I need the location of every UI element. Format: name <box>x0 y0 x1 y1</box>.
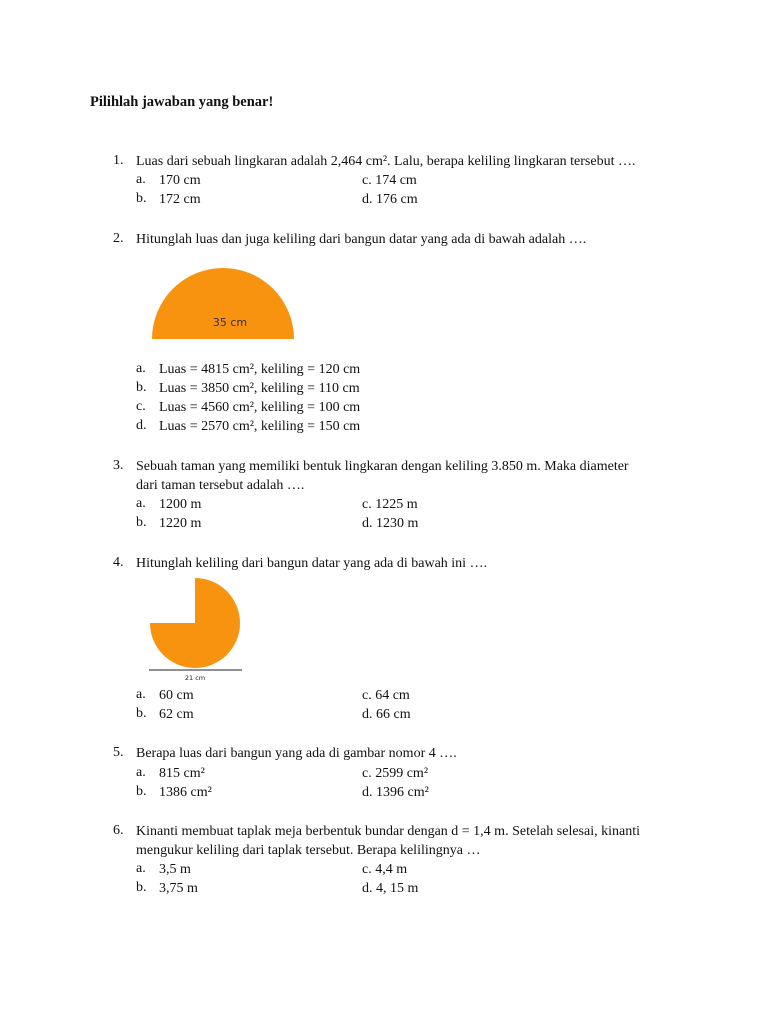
option-text: Luas = 2570 cm², keliling = 150 cm <box>159 419 361 434</box>
option-text: d. 66 cm <box>362 707 411 722</box>
option-text: c. 2599 cm² <box>362 766 429 781</box>
question-number: 4. <box>113 555 124 570</box>
option-letter: a. <box>136 172 146 187</box>
option-text: d. 4, 15 m <box>362 881 419 896</box>
option-letter: c. <box>136 399 146 414</box>
question-number: 2. <box>113 231 124 246</box>
question-text: dari taman tersebut adalah …. <box>136 478 305 493</box>
option-letter: a. <box>136 361 146 376</box>
option-text: c. 1225 m <box>362 497 418 512</box>
option-text: 3,5 m <box>159 862 191 877</box>
page-title: Pilihlah jawaban yang benar! <box>90 94 274 110</box>
option-text: 62 cm <box>159 707 194 722</box>
three-quarter-circle-shape <box>150 578 240 668</box>
option-text: 60 cm <box>159 688 194 703</box>
option-text: Luas = 4560 cm², keliling = 100 cm <box>159 400 361 415</box>
option-text: 1220 m <box>159 516 202 531</box>
question-text: Berapa luas dari bangun yang ada di gambar nomor 4 …. <box>136 746 457 761</box>
option-letter: b. <box>136 880 147 895</box>
option-text: c. 174 cm <box>362 173 417 188</box>
question-text: Luas dari sebuah lingkaran adalah 2,464 cm². Lalu, berapa keliling lingkaran tersebut …. <box>136 154 636 169</box>
option-text: 172 cm <box>159 192 201 207</box>
option-text: Luas = 3850 cm², keliling = 110 cm <box>159 381 360 396</box>
option-text: 1200 m <box>159 497 202 512</box>
option-text: d. 1230 m <box>362 516 419 531</box>
option-text: 1386 cm² <box>159 785 212 800</box>
figure-label: 21 cm <box>184 674 206 682</box>
three-quarter-circle-figure <box>148 574 244 686</box>
question-number: 3. <box>113 458 124 473</box>
option-text: c. 64 cm <box>362 688 410 703</box>
question-text: Hitunglah luas dan juga keliling dari bangun datar yang ada di bawah adalah …. <box>136 232 587 247</box>
question-number: 5. <box>113 745 124 760</box>
question-text: Kinanti membuat taplak meja berbentuk bundar dengan d = 1,4 m. Setelah selesai, kinanti <box>136 824 640 839</box>
option-letter: a. <box>136 687 146 702</box>
option-text: 815 cm² <box>159 766 205 781</box>
figure-label: 35 cm <box>212 316 248 329</box>
option-letter: d. <box>136 418 147 433</box>
option-text: c. 4,4 m <box>362 862 408 877</box>
option-text: 170 cm <box>159 173 201 188</box>
option-letter: b. <box>136 191 147 206</box>
option-text: 3,75 m <box>159 881 198 896</box>
option-letter: a. <box>136 861 146 876</box>
question-text: mengukur keliling dari taplak tersebut. Berapa kelilingnya … <box>136 843 481 858</box>
option-letter: a. <box>136 496 146 511</box>
option-letter: b. <box>136 706 147 721</box>
semicircle-figure <box>150 256 296 340</box>
option-text: d. 1396 cm² <box>362 785 429 800</box>
option-letter: a. <box>136 765 146 780</box>
question-text: Hitunglah keliling dari bangun datar yang ada di bawah ini …. <box>136 556 488 571</box>
question-number: 6. <box>113 823 124 838</box>
option-letter: b. <box>136 515 147 530</box>
option-letter: b. <box>136 784 147 799</box>
question-number: 1. <box>113 153 124 168</box>
question-text: Sebuah taman yang memiliki bentuk lingkaran dengan keliling 3.850 m. Maka diameter <box>136 459 629 474</box>
option-letter: b. <box>136 380 147 395</box>
option-text: Luas = 4815 cm², keliling = 120 cm <box>159 362 361 377</box>
option-text: d. 176 cm <box>362 192 418 207</box>
